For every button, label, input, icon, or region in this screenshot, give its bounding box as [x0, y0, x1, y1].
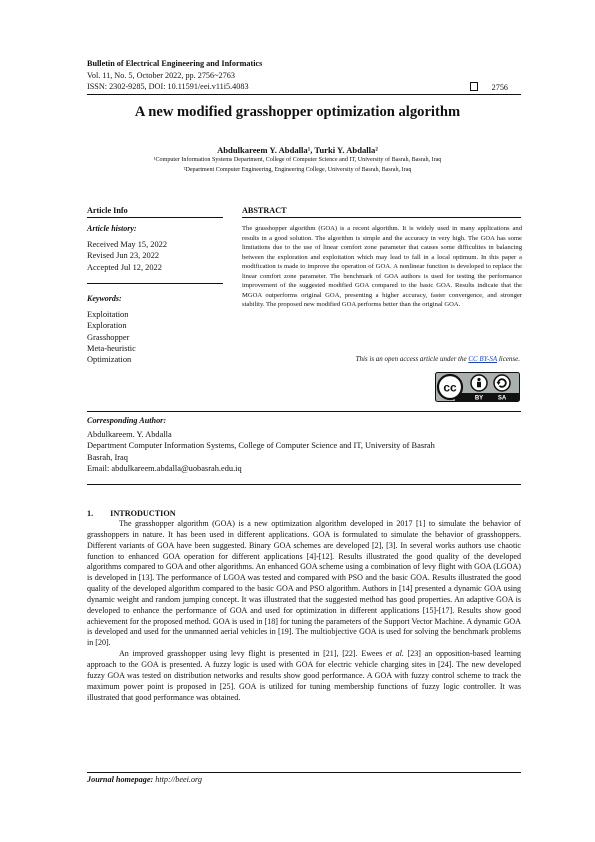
history-accepted: Accepted Jul 12, 2022 — [87, 262, 162, 272]
page-number-block — [470, 82, 508, 92]
header-rule — [87, 94, 521, 95]
keywords-block — [87, 294, 223, 365]
abstract-text: The grasshopper algorithm (GOA) is a recent algorithm. It is widely used in many applications and results in a good solution. The algorithm is simple and the accuracy in very high. The GOA has some limitations due to the use of linear comfort zone parameter that causes some difficulties in balancing between the exploration and exploitation which may lead to fall in a local optimum. In this paper a modification is made to improve the operation of GOA. A nonlinear function is developed to replace the linear comfort zone parameter. The benchmark of GOA authors is used for testing the performance improvement of the suggested modified GOA compared to the basic GOA. Results indicate that the MGOA outperforms original GOA, presenting a higher accuracy, faster convergence, and stronger stability. The proposed new modified GOA performs better than the original GOA. — [242, 225, 522, 309]
keyword-item: Exploitation — [87, 310, 129, 319]
paragraph-text: An improved grasshopper using levy flight is presented in [21], [22]. Ewees — [119, 649, 387, 659]
journal-header — [87, 58, 262, 93]
journal-homepage: Journal homepage: http://beei.org — [87, 775, 203, 784]
author-list: Abdulkareem Y. Abdalla¹, Turki Y. Abdalla² — [217, 145, 378, 155]
license-link[interactable]: CC BY-SA — [468, 355, 498, 363]
history-label: Article history: — [87, 224, 137, 233]
affiliation-2: ²Department Computer Engineering, Engineering College, University of Basrah, Basrah, Iraq — [183, 166, 412, 173]
corresponding-email: Email: abdulkareem.abdalla@uobasrah.edu.iq — [87, 463, 242, 473]
corresponding-rule-bottom — [87, 484, 521, 485]
paragraph: The grasshopper algorithm (GOA) is a new optimization algorithm developed in 2017 [1] to simulate the behavior of grasshoppers in nature. It has been used in different applications. GOA is formulated to simulate the behavior of grasshoppers. Different variants of GOA have been suggested. Binary GOA schemes are developed [2], [3]. In several works authors use chaotic function to enhanced GOA operation for different applications [4]-[12]. Results illustrated the good quality of the developed algorithms compared to GOA and other algorithms. An enhanced GOA scheme using a combination of levy flight with GOA (LGOA) is developed in [13]. The performance of LGOA was tested and compared with PSO and the basic GOA. Results illustrated the good quality of the developed algorithm compared to the basic GOA and PSO algorithm. Authors in [14] presented a dynamic GOA using dynamic weight and random jumping concept. It was illustrated that the suggested method has good properties. An adaptive GOA is developed to enhance the performance of GOA and used for optimization in different applications [15]-[17]. Results show good achievement for the proposed method. GOA is used in [18] for tuning the parameters of the Support Vector Machine. A dynamic GOA is developed and used for the unmanned aerial vehicles in [19]. The multiobjective GOA is used for solving the benchmark problems in [20]. — [87, 519, 521, 648]
keyword-item: Grasshopper — [87, 332, 130, 342]
keywords-label: Keywords: — [87, 294, 122, 303]
keyword-item: Meta-heuristic — [87, 343, 136, 353]
article-info-rule — [87, 217, 223, 218]
history-revised: Revised Jun 23, 2022 — [87, 251, 160, 261]
paragraph — [87, 649, 521, 703]
introduction-body — [87, 519, 521, 703]
cc-by-label: BY — [474, 395, 484, 402]
open-access-notice — [242, 355, 520, 363]
corresponding-details — [87, 429, 527, 474]
paper-title: A new modified grasshopper optimization algorithm — [134, 104, 461, 120]
section-number: 1. — [87, 509, 94, 518]
cc-label: cc — [443, 380, 457, 395]
history-list — [87, 239, 223, 273]
license-prefix: This is an open access article under the — [355, 355, 469, 363]
article-history — [87, 224, 223, 273]
section-title: INTRODUCTION — [110, 509, 176, 518]
keyword-list — [87, 309, 223, 365]
cc-sa-label: SA — [497, 395, 507, 402]
abstract-heading: ABSTRACT — [242, 206, 287, 215]
history-received: Received May 15, 2022 — [87, 240, 168, 249]
affiliation-1: ¹Computer Information Systems Department, College of Computer Science and IT, University of Basrah, Basrah, Iraq — [153, 157, 442, 163]
homepage-label: Journal homepage — [87, 775, 151, 784]
corresponding-rule-top — [87, 411, 521, 412]
footer-rule — [87, 772, 521, 773]
affiliations — [0, 156, 595, 175]
abstract-rule — [242, 217, 521, 218]
cc-by-sa-badge-icon[interactable] — [435, 372, 520, 402]
license-suffix: license. — [497, 355, 520, 363]
keywords-rule — [87, 283, 223, 284]
page-number: 2756 — [491, 83, 508, 92]
paragraph-text-italic: et al. — [386, 649, 404, 659]
journal-name: Bulletin of Electrical Engineering and Informatics — [87, 59, 263, 68]
corresponding-city: Basrah, Iraq — [87, 452, 128, 462]
homepage-url[interactable]: http://beei.org — [155, 775, 203, 784]
paragraph-text: [23] an opposition-based learning approach to the GOA is presented. A fuzzy logic is used with GOA for electric vehicle charging sites in [24]. The new developed fuzzy GOA was tested on distribution networks and results show good performance. A GOA with fuzzy control scheme to track the maximum power point is proposed in [25]. GOA is utilized for tuning membership functions of fuzzy logic controller. It was illustrated that good performance was obtained. — [87, 649, 522, 702]
volume-line: Vol. 11, No. 5, October 2022, pp. 2756~2763 — [87, 70, 235, 80]
article-info-heading: Article Info — [87, 206, 128, 215]
corresponding-name: Abdulkareem. Y. Abdalla — [87, 430, 172, 439]
keyword-item: Exploration — [87, 321, 127, 331]
section-heading — [87, 509, 176, 518]
corresponding-heading: Corresponding Author: — [87, 416, 167, 425]
issn-line: ISSN: 2302-9285, DOI: 10.11591/eei.v11i5.4083 — [87, 82, 249, 91]
corresponding-department: Department Computer Information Systems, College of Computer Science and IT, University of Basrah — [87, 441, 435, 451]
square-icon — [470, 82, 478, 91]
keyword-item: Optimization — [87, 355, 132, 365]
